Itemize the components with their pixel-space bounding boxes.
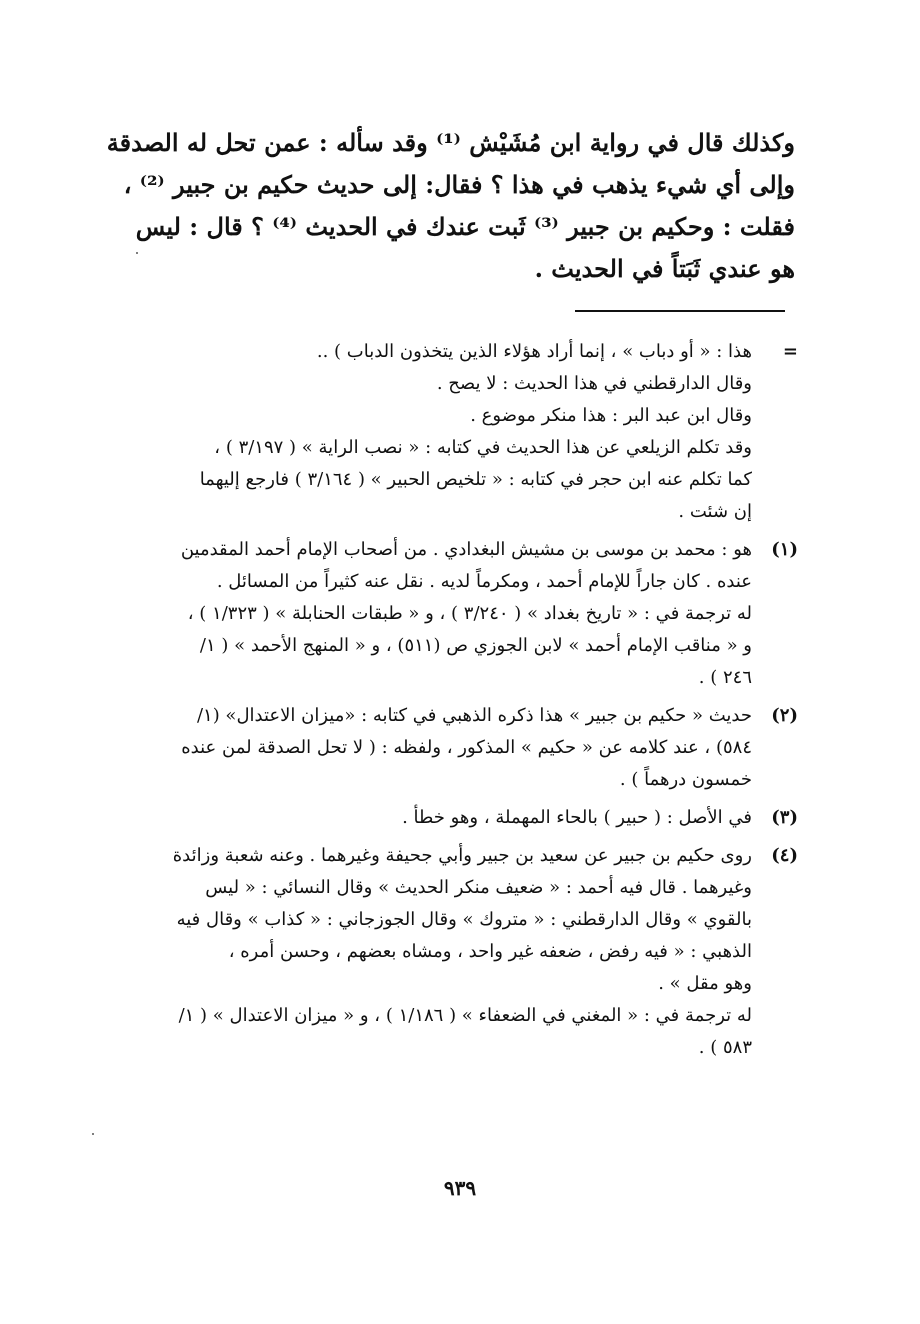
footnote-body	[128, 700, 752, 796]
footnote-line: ٢٤٦ ) .	[698, 667, 752, 688]
footnote-line: إن شئت .	[678, 501, 752, 522]
main-text-line: هو عندي ثَبَتاً في الحديث .	[534, 254, 795, 283]
footnote-body	[128, 802, 752, 834]
footnote-continuation	[128, 336, 798, 528]
footnote-marker: (٣)	[771, 807, 798, 828]
footnote-line: بالقوي » وقال الدارقطني : « متروك » وقال الجوزجاني : « كذاب » وقال فيه	[176, 909, 752, 930]
main-text-line: وكذلك قال في رواية ابن مُشَيْش ⁽¹⁾ وقد سأله : عمن تحل له الصدقة	[106, 128, 795, 157]
footnote-line: له ترجمة في : « المغني في الضعفاء » ( ١/١٨٦ ) ، و « ميزان الاعتدال » ( ١/	[178, 1005, 752, 1026]
footnote-line: في الأصل : ( حبير ) بالحاء المهملة ، وهو خطأ .	[402, 807, 752, 828]
footnote-line: خمسون درهماً ) .	[619, 769, 752, 790]
footnote-line: الذهبي : « فيه رفض ، ضعفه غير واحد ، ومشاه بعضهم ، وحسن أمره ،	[228, 941, 752, 962]
footnote-line: وقال الدارقطني في هذا الحديث : لا يصح .	[436, 373, 752, 394]
footnote-line: وغيرهما . قال فيه أحمد : « ضعيف منكر الحديث » وقال النسائي : « ليس	[205, 877, 752, 898]
page-number: ٩٣٩	[443, 1176, 477, 1200]
main-text-line: وإلى أي شيء يذهب في هذا ؟ فقال: إلى حديث حكيم بن جبير ⁽²⁾ ،	[123, 170, 795, 199]
footnote-line: و « مناقب الإمام أحمد » لابن الجوزي ص (٥١١) ، و « المنهج الأحمد » ( ١/	[199, 635, 752, 656]
footnote-line: وقد تكلم الزيلعي عن هذا الحديث في كتابه : « نصب الراية » ( ٣/١٩٧ ) ،	[214, 437, 752, 458]
footnote-line: روى حكيم بن جبير عن سعيد بن جبير وأبي جحيفة وغيرهما . وعنه شعبة وزائدة	[172, 845, 752, 866]
main-text-line: فقلت : وحكيم بن جبير ⁽³⁾ ثَبت عندك في الحديث ⁽⁴⁾ ؟ قال : ليس	[135, 212, 795, 241]
footnote-separator	[575, 310, 785, 312]
footnote-4	[128, 840, 798, 1064]
footnote-line: ٥٨٣ ) .	[698, 1037, 752, 1058]
footnote-line: حديث « حكيم بن جبير » هذا ذكره الذهبي في كتابه : «ميزان الاعتدال» (١/	[196, 705, 752, 726]
footnote-body	[128, 840, 752, 1064]
footnote-line: هذا : « أو دباب » ، إنما أراد هؤلاء الذين يتخذون الدباب ) ..	[316, 341, 752, 362]
footnote-line: ٥٨٤) ، عند كلامه عن « حكيم » المذكور ، ولفظه : ( لا تحل الصدقة لمن عنده	[181, 737, 752, 758]
scan-speck	[92, 1133, 94, 1135]
scan-speck	[136, 252, 138, 254]
footnote-marker: (١)	[771, 539, 798, 560]
footnote-body	[128, 534, 752, 694]
footnote-2	[128, 700, 798, 796]
footnote-line: وهو مقل » .	[658, 973, 752, 994]
footnote-line: له ترجمة في : « تاريخ بغداد » ( ٣/٢٤٠ ) ، و « طبقات الحنابلة » ( ١/٣٢٣ ) ،	[187, 603, 752, 624]
footnote-3	[128, 802, 798, 834]
main-text	[106, 122, 795, 290]
footnote-body	[128, 336, 752, 528]
footnote-marker: =	[782, 341, 798, 362]
footnote-line: كما تكلم عنه ابن حجر في كتابه : « تلخيص الحبير » ( ٣/١٦٤ ) فارجع إليهما	[199, 469, 752, 490]
footnote-line: عنده . كان جاراً للإمام أحمد ، ومكرماً لديه . نقل عنه كثيراً من المسائل .	[216, 571, 752, 592]
footnote-line: وقال ابن عبد البر : هذا منكر موضوع .	[470, 405, 752, 426]
footnote-marker: (٤)	[771, 845, 798, 866]
footnotes	[128, 336, 798, 1070]
footnote-1	[128, 534, 798, 694]
footnote-marker: (٢)	[771, 705, 798, 726]
footnote-line: هو : محمد بن موسى بن مشيش البغدادي . من أصحاب الإمام أحمد المقدمين	[180, 539, 752, 560]
